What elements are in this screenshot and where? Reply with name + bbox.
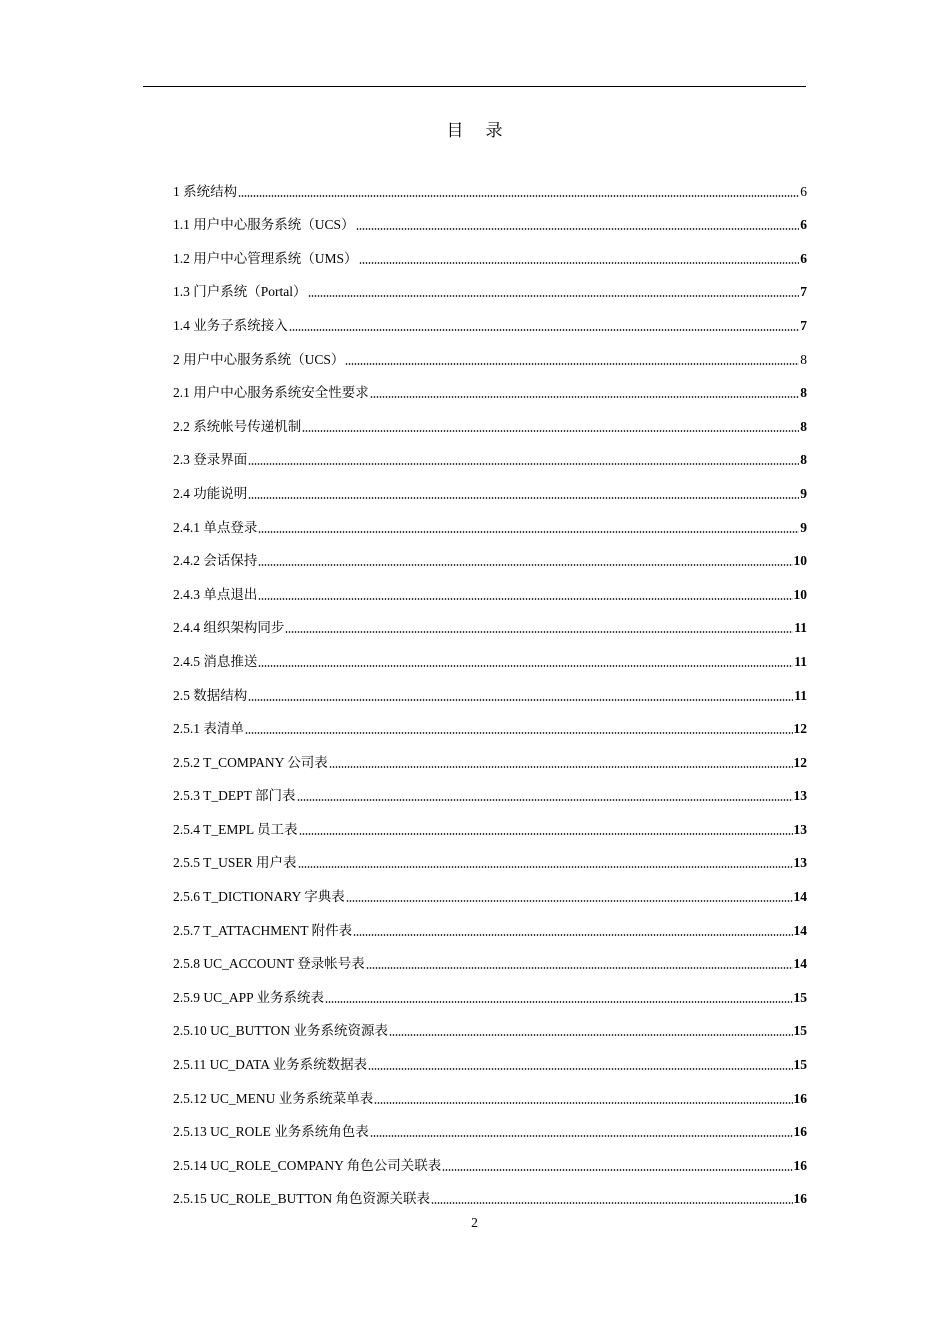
toc-dot-leader [302, 430, 799, 432]
toc-entry-label: 2.4.5 消息推送 [173, 653, 258, 669]
toc-entry[interactable] [173, 202, 807, 236]
toc-entry-label: 2.4 功能说明 [173, 485, 248, 501]
toc-entry-label: 2.4.2 会话保持 [173, 553, 258, 569]
toc-entry-page: 10 [793, 586, 807, 602]
toc-entry-label: 2.5.11 UC_DATA 业务系统数据表 [173, 1057, 368, 1073]
toc-entry-label: 2.5.9 UC_APP 业务系统表 [173, 989, 325, 1005]
toc-entry[interactable] [173, 806, 807, 840]
toc-entry[interactable] [173, 1142, 807, 1176]
toc-entry[interactable] [173, 907, 807, 941]
toc-dot-leader [238, 195, 799, 197]
toc-entry-label: 2.3 登录界面 [173, 452, 248, 468]
toc-entry[interactable] [173, 638, 807, 672]
toc-entry-label: 2.5.1 表清单 [173, 721, 244, 737]
toc-entry-page: 12 [793, 754, 807, 770]
toc-dot-leader [389, 1034, 792, 1036]
toc-title: 目录 [446, 121, 525, 140]
toc-entry-page: 8 [800, 385, 807, 401]
toc-dot-leader [368, 1068, 792, 1070]
toc-entry-label: 1.3 门户系统（Portal） [173, 284, 307, 300]
toc-entry-page: 15 [793, 989, 807, 1005]
toc-entry-page: 8 [800, 452, 807, 468]
toc-entry-page: 9 [800, 519, 807, 535]
toc-entry-page: 14 [793, 922, 807, 938]
toc-entry-label: 2.5.7 T_ATTACHMENT 附件表 [173, 922, 353, 938]
toc-dot-leader [258, 598, 792, 600]
toc-entry-page: 13 [793, 821, 807, 837]
toc-entry-label: 1.4 业务子系统接入 [173, 317, 288, 333]
toc-entry-page: 11 [794, 687, 807, 703]
toc-entry[interactable] [173, 403, 807, 437]
toc-entry[interactable] [173, 1008, 807, 1042]
toc-entry[interactable] [173, 235, 807, 269]
toc-entry-page: 6 [800, 250, 807, 266]
toc-dot-leader [308, 295, 800, 297]
toc-dot-leader [325, 1001, 792, 1003]
toc-dot-leader [248, 497, 799, 499]
toc-entry[interactable] [173, 538, 807, 572]
toc-dot-leader [248, 699, 793, 701]
toc-entry-page: 13 [793, 855, 807, 871]
toc-entry[interactable] [173, 1176, 807, 1210]
toc-entry-page: 14 [793, 956, 807, 972]
toc-dot-leader [359, 262, 800, 264]
toc-dot-leader [258, 665, 793, 667]
toc-entry-label: 2.2 系统帐号传递机制 [173, 418, 302, 434]
toc-entry-page: 16 [793, 1090, 807, 1106]
toc-entry[interactable] [173, 571, 807, 605]
toc-dot-leader [285, 631, 793, 633]
toc-entry-page: 14 [793, 889, 807, 905]
toc-entry-label: 1.2 用户中心管理系统（UMS） [173, 250, 358, 266]
toc-dot-leader [366, 967, 793, 969]
toc-entry[interactable] [173, 269, 807, 303]
toc-entry-page: 15 [793, 1023, 807, 1039]
toc-entry-page: 10 [793, 553, 807, 569]
toc-entry-label: 2.5.2 T_COMPANY 公司表 [173, 754, 328, 770]
toc-entry-page: 9 [800, 485, 807, 501]
toc-entry[interactable] [173, 336, 807, 370]
toc-entry-page: 16 [793, 1191, 807, 1207]
toc-dot-leader [258, 531, 799, 533]
toc-entry-label: 2.5.12 UC_MENU 业务系统菜单表 [173, 1090, 374, 1106]
toc-entry[interactable] [173, 840, 807, 874]
toc-dot-leader [370, 1135, 793, 1137]
toc-entry-page: 7 [800, 317, 807, 333]
toc-entry[interactable] [173, 974, 807, 1008]
header-rule [143, 86, 806, 87]
toc-dot-leader [297, 799, 793, 801]
toc-entry-label: 2.5.6 T_DICTIONARY 字典表 [173, 889, 345, 905]
toc-entry-label: 2.5.14 UC_ROLE_COMPANY 角色公司关联表 [173, 1157, 442, 1173]
toc-entry-page: 7 [800, 284, 807, 300]
toc-entry[interactable] [173, 437, 807, 471]
toc-entry-page: 13 [793, 788, 807, 804]
toc-dot-leader [299, 833, 793, 835]
toc-entry-label: 2.5.15 UC_ROLE_BUTTON 角色资源关联表 [173, 1191, 431, 1207]
toc-entry[interactable] [173, 470, 807, 504]
toc-entry-page: 16 [793, 1157, 807, 1173]
toc-entry[interactable] [173, 739, 807, 773]
toc-entry-label: 2.5.4 T_EMPL 员工表 [173, 821, 298, 837]
toc-entry-label: 1 系统结构 [173, 183, 238, 199]
toc-entry-page: 11 [794, 653, 807, 669]
toc-dot-leader [442, 1169, 792, 1171]
toc-dot-leader [248, 463, 799, 465]
toc-list [173, 168, 807, 1209]
toc-dot-leader [345, 363, 799, 365]
toc-dot-leader [258, 564, 792, 566]
toc-dot-leader [346, 900, 793, 902]
toc-entry-page: 6 [800, 217, 807, 233]
toc-entry-label: 2.5.8 UC_ACCOUNT 登录帐号表 [173, 956, 365, 972]
toc-entry[interactable] [173, 773, 807, 807]
toc-dot-leader [289, 329, 800, 331]
toc-entry[interactable] [173, 1041, 807, 1075]
toc-entry-label: 2.5.3 T_DEPT 部门表 [173, 788, 296, 804]
toc-entry[interactable] [173, 941, 807, 975]
toc-entry-label: 2.5.13 UC_ROLE 业务系统角色表 [173, 1124, 369, 1140]
toc-entry-label: 2.5.5 T_USER 用户表 [173, 855, 297, 871]
toc-entry[interactable] [173, 605, 807, 639]
toc-entry-page: 11 [794, 620, 807, 636]
toc-entry-page: 8 [800, 418, 807, 434]
toc-entry-page: 12 [793, 721, 807, 737]
toc-entry-label: 2.4.1 单点登录 [173, 519, 258, 535]
toc-dot-leader [298, 866, 793, 868]
toc-entry-label: 2.5 数据结构 [173, 687, 248, 703]
toc-dot-leader [356, 228, 800, 230]
toc-entry[interactable] [173, 672, 807, 706]
toc-entry-page: 8 [800, 351, 807, 367]
toc-entry[interactable] [173, 1109, 807, 1143]
toc-dot-leader [353, 934, 792, 936]
toc-entry[interactable] [173, 706, 807, 740]
toc-entry-label: 2.5.10 UC_BUTTON 业务系统资源表 [173, 1023, 389, 1039]
toc-entry[interactable] [173, 302, 807, 336]
toc-entry-label: 2.1 用户中心服务系统安全性要求 [173, 385, 369, 401]
toc-entry-label: 2 用户中心服务系统（UCS） [173, 351, 345, 367]
toc-dot-leader [431, 1202, 792, 1204]
toc-entry[interactable] [173, 370, 807, 404]
toc-entry-label: 2.4.4 组织架构同步 [173, 620, 285, 636]
toc-entry-page: 6 [800, 183, 807, 199]
toc-entry[interactable] [173, 1075, 807, 1109]
toc-entry-page: 15 [793, 1057, 807, 1073]
toc-entry-label: 2.4.3 单点退出 [173, 586, 258, 602]
toc-dot-leader [245, 732, 793, 734]
toc-entry[interactable] [173, 504, 807, 538]
toc-dot-leader [374, 1102, 792, 1104]
toc-entry-label: 1.1 用户中心服务系统（UCS） [173, 217, 355, 233]
toc-entry[interactable] [173, 168, 807, 202]
toc-dot-leader [370, 396, 800, 398]
toc-dot-leader [329, 766, 793, 768]
toc-entry[interactable] [173, 873, 807, 907]
toc-entry-page: 16 [793, 1124, 807, 1140]
page-number: 2 [471, 1215, 478, 1230]
